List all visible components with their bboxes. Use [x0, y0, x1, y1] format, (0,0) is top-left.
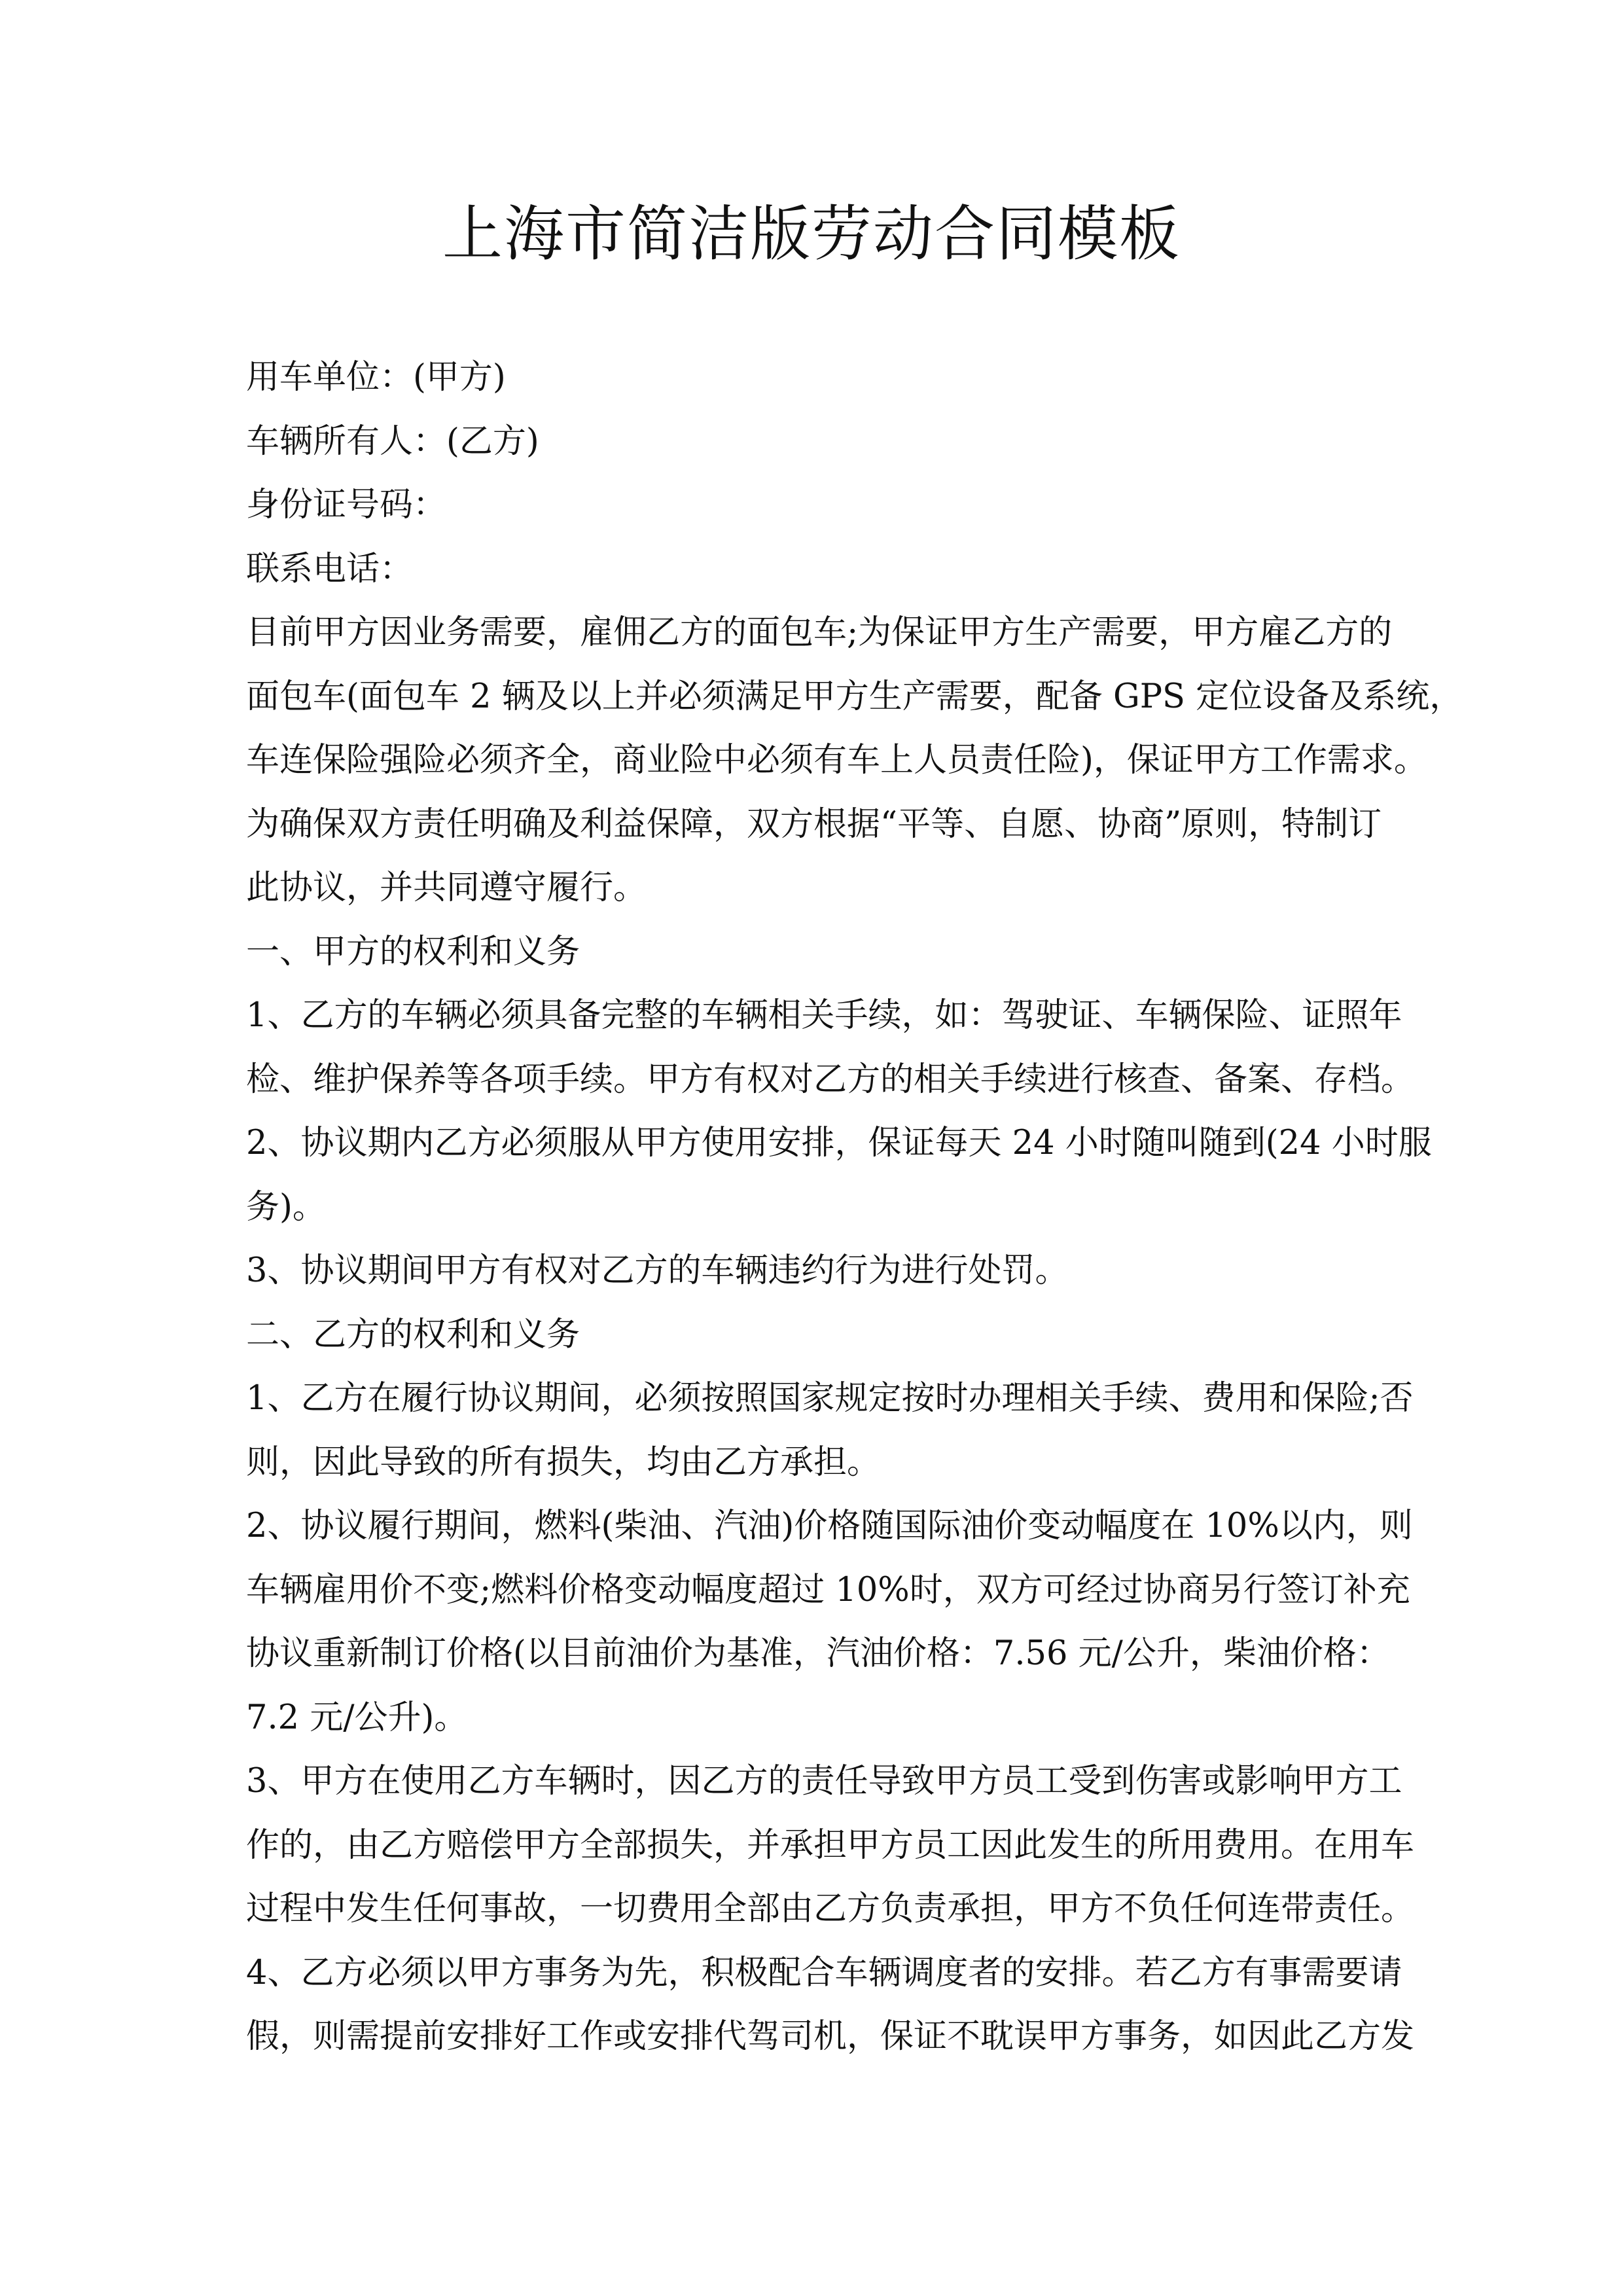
paragraph-line: 作的，由乙方赔偿甲方全部损失，并承担甲方员工因此发生的所用费用。在用车	[246, 1825, 1415, 1865]
paragraph-line: 协议重新制订价格(以目前油价为基准，汽油价格：7.56 元/公升，柴油价格：	[246, 1634, 1390, 1673]
field-id-number: 身份证号码：	[246, 486, 447, 524]
paragraph-line: 此协议，并共同遵守履行。	[246, 869, 647, 907]
paragraph-line: 车辆雇用价不变;燃料价格变动幅度超过 10%时，双方可经过协商另行签订补充	[246, 1570, 1410, 1609]
paragraph-line: 2、协议期内乙方必须服从甲方使用安排，保证每天 24 小时随叫随到(24 小时服	[246, 1124, 1432, 1162]
field-employer: 用车单位：(甲方)	[246, 358, 506, 397]
paragraph-line: 则，因此导致的所有损失，均由乙方承担。	[246, 1443, 881, 1482]
paragraph-line: 检、维护保养等各项手续。甲方有权对乙方的相关手续进行核查、备案、存档。	[246, 1060, 1415, 1099]
section-heading: 二、乙方的权利和义务	[246, 1315, 580, 1354]
paragraph-line: 3、协议期间甲方有权对乙方的车辆违约行为进行处罚。	[246, 1251, 1069, 1290]
paragraph-line: 目前甲方因业务需要，雇佣乙方的面包车;为保证甲方生产需要，甲方雇乙方的	[246, 613, 1393, 652]
paragraph-line: 过程中发生任何事故，一切费用全部由乙方负责承担，甲方不负任何连带责任。	[246, 1890, 1415, 1928]
field-phone: 联系电话：	[246, 549, 414, 588]
paragraph-line: 4、乙方必须以甲方事务为先，积极配合车辆调度者的安排。若乙方有事需要请	[246, 1953, 1402, 1992]
paragraph-line: 1、乙方的车辆必须具备完整的车辆相关手续，如：驾驶证、车辆保险、证照年	[246, 996, 1402, 1035]
paragraph-line: 假，则需提前安排好工作或安排代驾司机，保证不耽误甲方事务，如因此乙方发	[246, 2017, 1415, 2056]
paragraph-line: 面包车(面包车 2 辆及以上并必须满足甲方生产需要，配备 GPS 定位设备及系统，	[246, 677, 1463, 716]
field-vehicle-owner: 车辆所有人：(乙方)	[246, 422, 539, 461]
document-title: 上海市简洁版劳动合同模板	[442, 199, 1181, 269]
paragraph-line: 车连保险强险必须齐全，商业险中必须有车上人员责任险)，保证甲方工作需求。	[246, 741, 1427, 780]
paragraph-line: 7.2 元/公升)。	[246, 1698, 468, 1737]
document-body	[246, 346, 1463, 2069]
paragraph-line: 3、甲方在使用乙方车辆时，因乙方的责任导致甲方员工受到伤害或影响甲方工	[246, 1762, 1402, 1801]
paragraph-line: 务)。	[246, 1187, 326, 1227]
section-heading: 一、甲方的权利和义务	[246, 932, 580, 971]
paragraph-line: 为确保双方责任明确及利益保障，双方根据“平等、自愿、协商”原则，特制订	[246, 804, 1382, 844]
paragraph-line: 2、协议履行期间，燃料(柴油、汽油)价格随国际油价变动幅度在 10%以内，则	[246, 1507, 1413, 1545]
paragraph-line: 1、乙方在履行协议期间，必须按照国家规定按时办理相关手续、费用和保险;否	[246, 1379, 1414, 1418]
